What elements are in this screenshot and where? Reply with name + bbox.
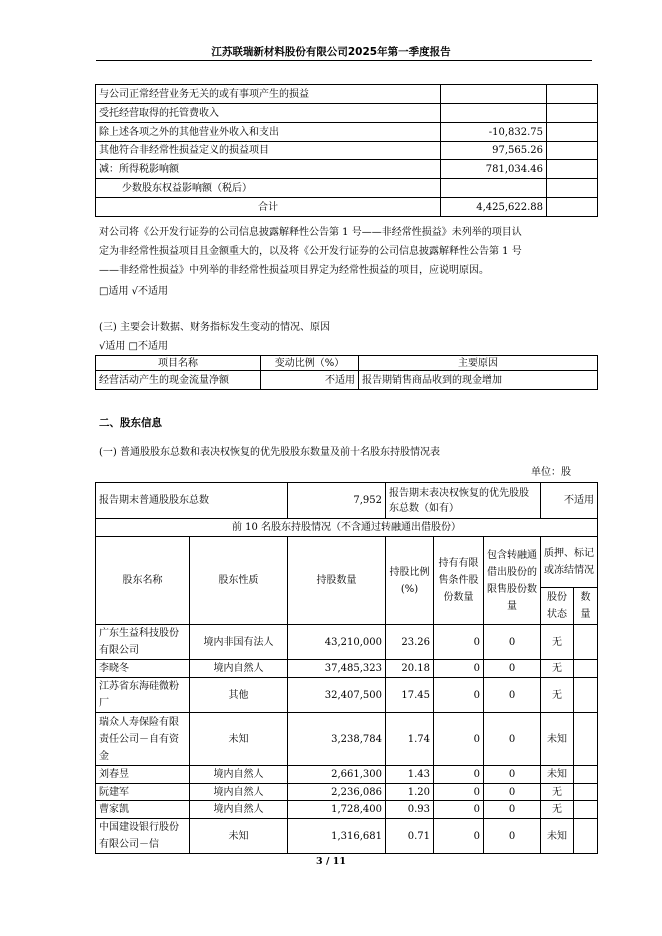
shareholder-name: 曹家凯 bbox=[96, 801, 190, 819]
total-shareholders-value: 7,952 bbox=[288, 483, 386, 519]
pledge-status: 未知 bbox=[541, 713, 574, 766]
col-nature: 股东性质 bbox=[190, 537, 288, 625]
explanation-line-2: 定为非经常性损益项目且金额重大的，以及将《公开发行证券的公司信息披露解释性公告第 1 号 bbox=[99, 246, 522, 257]
restricted-shares: 0 bbox=[434, 801, 484, 819]
shareholder-nature: 未知 bbox=[190, 713, 288, 766]
pledge-status: 未知 bbox=[541, 766, 574, 784]
row-label: 受托经营取得的托管费收入 bbox=[96, 104, 441, 123]
shares-held: 3,238,784 bbox=[288, 713, 386, 766]
pledge-status: 无 bbox=[541, 801, 574, 819]
nonrecurring-table bbox=[95, 84, 598, 217]
shareholder-name: 瑞众人寿保险有限责任公司－自有资金 bbox=[96, 713, 190, 766]
row-note bbox=[547, 104, 598, 123]
shareholders-table bbox=[95, 482, 598, 854]
col-ratio: 持股比例(%) bbox=[386, 537, 434, 625]
col-lent: 包含转融通借出股份的限售股份数量 bbox=[484, 537, 541, 625]
pledge-qty bbox=[574, 678, 598, 713]
pledge-qty bbox=[574, 625, 598, 660]
col-qty: 数量 bbox=[574, 588, 598, 625]
section-3-check: √适用 □不适用 bbox=[99, 341, 168, 352]
table-row bbox=[96, 766, 598, 784]
table-row bbox=[96, 713, 598, 766]
shareholder-nature: 境内自然人 bbox=[190, 660, 288, 678]
col-name: 股东名称 bbox=[96, 537, 190, 625]
main-reason: 报告期销售商品收到的现金增加 bbox=[359, 371, 598, 390]
restricted-shares: 0 bbox=[434, 713, 484, 766]
page-number: 3 / 11 bbox=[316, 856, 346, 867]
row-amount bbox=[441, 104, 547, 123]
table-row bbox=[96, 371, 598, 390]
lent-shares: 0 bbox=[484, 801, 541, 819]
shareholder-nature: 其他 bbox=[190, 678, 288, 713]
total-shareholders-label: 报告期末普通股股东总数 bbox=[96, 483, 288, 519]
row-label: 其他符合非经常性损益定义的损益项目 bbox=[96, 142, 441, 160]
table-row bbox=[96, 678, 598, 713]
table-header-row bbox=[96, 356, 598, 371]
row-label: 与公司正常经营业务无关的或有事项产生的损益 bbox=[96, 85, 441, 104]
share-ratio: 23.26 bbox=[386, 625, 434, 660]
table-row bbox=[96, 801, 598, 819]
row-label: 少数股东权益影响额（税后） bbox=[96, 179, 441, 198]
row-amount: 781,034.46 bbox=[441, 160, 547, 179]
share-ratio: 0.93 bbox=[386, 801, 434, 819]
shareholder-nature: 境内自然人 bbox=[190, 801, 288, 819]
restricted-shares: 0 bbox=[434, 766, 484, 784]
restricted-shares: 0 bbox=[434, 678, 484, 713]
lent-shares: 0 bbox=[484, 819, 541, 854]
row-note bbox=[547, 142, 598, 160]
lent-shares: 0 bbox=[484, 625, 541, 660]
pledge-qty bbox=[574, 766, 598, 784]
row-amount: -10,832.75 bbox=[441, 123, 547, 142]
row-label: 减：所得税影响额 bbox=[96, 160, 441, 179]
restricted-shares: 0 bbox=[434, 660, 484, 678]
shareholder-name: 阮建军 bbox=[96, 784, 190, 801]
row-label: 除上述各项之外的其他营业外收入和支出 bbox=[96, 123, 441, 142]
table-row bbox=[96, 198, 598, 217]
restricted-shares: 0 bbox=[434, 784, 484, 801]
shareholder-nature: 境内自然人 bbox=[190, 766, 288, 784]
table-row bbox=[96, 104, 598, 123]
lent-shares: 0 bbox=[484, 678, 541, 713]
row-note bbox=[547, 198, 598, 217]
table-header-row bbox=[96, 537, 598, 588]
shares-held: 1,728,400 bbox=[288, 801, 386, 819]
shareholder-name: 中国建设银行股份有限公司－信 bbox=[96, 819, 190, 854]
share-ratio: 1.43 bbox=[386, 766, 434, 784]
preferred-shareholders-value: 不适用 bbox=[541, 483, 598, 519]
shares-held: 2,661,300 bbox=[288, 766, 386, 784]
change-reason-table bbox=[95, 355, 598, 390]
lent-shares: 0 bbox=[484, 660, 541, 678]
table-row bbox=[96, 123, 598, 142]
col-restricted: 持有有限售条件股份数量 bbox=[434, 537, 484, 625]
shareholder-name: 广东生益科技股份有限公司 bbox=[96, 625, 190, 660]
shares-held: 37,485,323 bbox=[288, 660, 386, 678]
section-shareholders-title: 二、股东信息 bbox=[99, 417, 162, 429]
pledge-status: 无 bbox=[541, 678, 574, 713]
restricted-shares: 0 bbox=[434, 819, 484, 854]
table-row bbox=[96, 160, 598, 179]
table-row bbox=[96, 85, 598, 104]
table-row bbox=[96, 179, 598, 198]
shares-held: 43,210,000 bbox=[288, 625, 386, 660]
pledge-qty bbox=[574, 801, 598, 819]
share-ratio: 1.20 bbox=[386, 784, 434, 801]
explanation-line-3: ——非经常性损益》中列举的非经常性损益项目界定为经常性损益的项目，应说明原因。 bbox=[99, 265, 489, 276]
shareholder-name: 李晓冬 bbox=[96, 660, 190, 678]
table-row bbox=[96, 819, 598, 854]
shares-held: 1,316,681 bbox=[288, 819, 386, 854]
pledge-status: 无 bbox=[541, 660, 574, 678]
top10-title: 前 10 名股东持股情况（不含通过转融通出借股份） bbox=[96, 519, 598, 537]
report-header-title: 江苏联瑞新材料股份有限公司2025年第一季度报告 bbox=[211, 46, 451, 58]
shareholder-nature: 未知 bbox=[190, 819, 288, 854]
restricted-shares: 0 bbox=[434, 625, 484, 660]
shareholder-nature: 境内非国有法人 bbox=[190, 625, 288, 660]
shareholders-subtitle: (一) 普通股股东总数和表决权恢复的优先股股东数量及前十名股东持股情况表 bbox=[99, 447, 440, 458]
preferred-shareholders-label: 报告期末表决权恢复的优先股股东总数（如有） bbox=[386, 483, 541, 519]
share-ratio: 0.71 bbox=[386, 819, 434, 854]
pledge-qty bbox=[574, 660, 598, 678]
table-row bbox=[96, 784, 598, 801]
explanation-line-1: 对公司将《公开发行证券的公司信息披露解释性公告第 1 号——非经常性损益》未列举的项目认 bbox=[99, 227, 522, 238]
share-ratio: 20.18 bbox=[386, 660, 434, 678]
shareholder-nature: 境内自然人 bbox=[190, 784, 288, 801]
row-amount bbox=[441, 179, 547, 198]
top10-title-row bbox=[96, 519, 598, 537]
row-note bbox=[547, 123, 598, 142]
pledge-status: 无 bbox=[541, 625, 574, 660]
header-ratio: 变动比例（%） bbox=[261, 356, 359, 371]
shares-held: 32,407,500 bbox=[288, 678, 386, 713]
lent-shares: 0 bbox=[484, 784, 541, 801]
section-3-title: (三) 主要会计数据、财务指标发生变动的情况、原因 bbox=[99, 322, 330, 333]
lent-shares: 0 bbox=[484, 713, 541, 766]
unit-label: 单位：股 bbox=[531, 467, 571, 478]
row-note bbox=[547, 179, 598, 198]
header-item: 项目名称 bbox=[96, 356, 261, 371]
summary-row bbox=[96, 483, 598, 519]
row-note bbox=[547, 160, 598, 179]
share-ratio: 17.45 bbox=[386, 678, 434, 713]
share-ratio: 1.74 bbox=[386, 713, 434, 766]
lent-shares: 0 bbox=[484, 766, 541, 784]
row-note bbox=[547, 85, 598, 104]
pledge-qty bbox=[574, 819, 598, 854]
item-name: 经营活动产生的现金流量净额 bbox=[96, 371, 261, 390]
col-pledge: 质押、标记或冻结情况 bbox=[541, 537, 598, 588]
row-amount: 4,425,622.88 bbox=[441, 198, 547, 217]
header-rule bbox=[96, 60, 592, 61]
shareholder-name: 江苏省东海硅微粉厂 bbox=[96, 678, 190, 713]
pledge-qty bbox=[574, 713, 598, 766]
change-ratio: 不适用 bbox=[261, 371, 359, 390]
table-row bbox=[96, 625, 598, 660]
col-shares: 持股数量 bbox=[288, 537, 386, 625]
table-row bbox=[96, 142, 598, 160]
row-label: 合计 bbox=[96, 198, 441, 217]
table-row bbox=[96, 660, 598, 678]
pledge-qty bbox=[574, 784, 598, 801]
row-amount bbox=[441, 85, 547, 104]
applicability-check: □适用 √不适用 bbox=[99, 286, 168, 297]
pledge-status: 无 bbox=[541, 784, 574, 801]
shares-held: 2,236,086 bbox=[288, 784, 386, 801]
row-amount: 97,565.26 bbox=[441, 142, 547, 160]
col-status: 股份状态 bbox=[541, 588, 574, 625]
shareholder-name: 刘春昱 bbox=[96, 766, 190, 784]
pledge-status: 未知 bbox=[541, 819, 574, 854]
header-reason: 主要原因 bbox=[359, 356, 598, 371]
